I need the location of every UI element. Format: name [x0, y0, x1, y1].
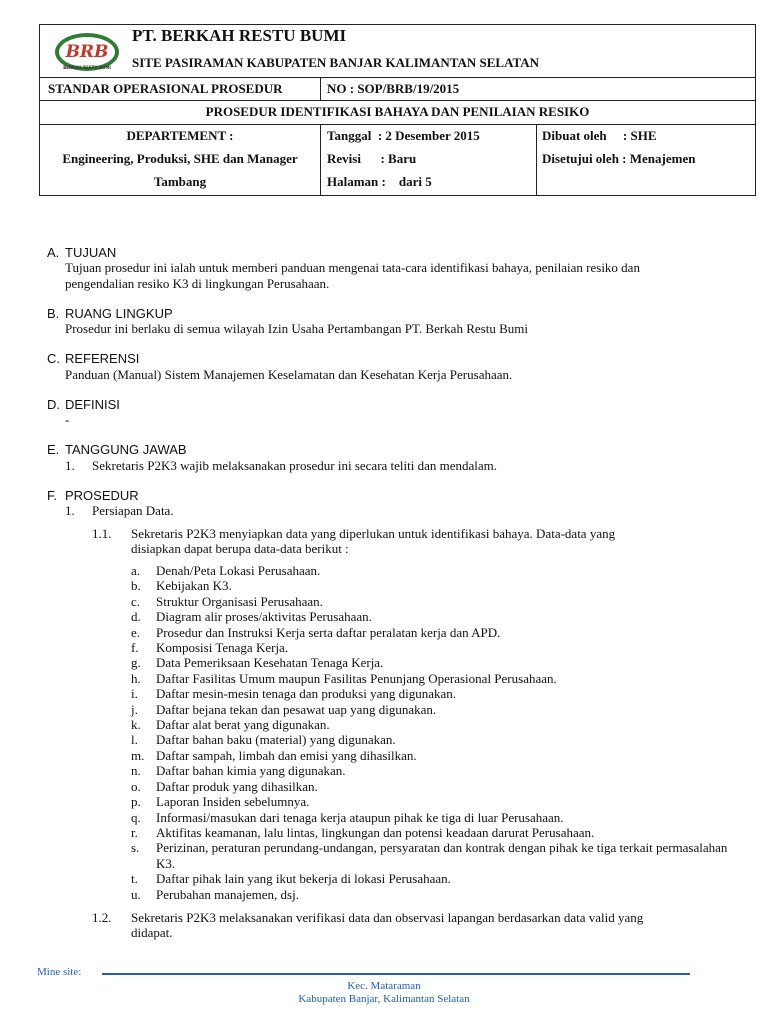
- list-item-letter: p.: [131, 794, 141, 810]
- list-item-text: Daftar produk yang dihasilkan.: [156, 778, 318, 794]
- data-list-item: [131, 840, 731, 871]
- data-list-item: [131, 563, 731, 578]
- section-referensi-text: Panduan (Manual) Sistem Manajemen Keselamatan dan Kesehatan Kerja Perusahaan.: [65, 367, 513, 382]
- list-item-letter: q.: [131, 809, 141, 825]
- footer-address-line2: Kabupaten Banjar, Kalimantan Selatan: [298, 993, 470, 1005]
- required-data-list: [131, 563, 731, 902]
- list-item-text: Kebijakan K3.: [156, 578, 232, 594]
- substep-text-line1: Sekretaris P2K3 melaksanakan verifikasi data dan observasi lapangan berdasarkan data valid yang: [131, 910, 644, 925]
- data-list-item: [131, 871, 731, 886]
- list-item-letter: c.: [131, 593, 141, 609]
- header-row-meta: [40, 125, 755, 196]
- step-title: Persiapan Data.: [92, 503, 174, 518]
- section-tujuan-line2: pengendalian resiko K3 di lingkungan Perusahaan.: [65, 276, 330, 291]
- substep-number: 1.2.: [92, 910, 112, 925]
- section-title: TUJUAN: [65, 245, 117, 260]
- section-letter: C.: [47, 351, 60, 366]
- list-item-text: Data Pemeriksaan Kesehatan Tenaga Kerja.: [156, 655, 384, 671]
- data-list-item: [131, 578, 731, 593]
- section-title: PROSEDUR: [65, 488, 139, 503]
- department-line1: Engineering, Produksi, SHE dan Manager: [62, 151, 298, 166]
- footer-divider: [102, 973, 690, 975]
- list-number: 1.: [65, 458, 75, 473]
- list-item-letter: t.: [131, 871, 138, 887]
- list-item-letter: o.: [131, 778, 141, 794]
- logo-text: BRB: [65, 42, 109, 62]
- list-item-letter: f.: [131, 640, 139, 656]
- department-line2: Tambang: [153, 174, 207, 189]
- header-row-company: [40, 25, 755, 78]
- halaman-field: Halaman : dari 5: [327, 174, 432, 189]
- data-list-item: [131, 625, 731, 640]
- list-item-letter: s.: [131, 840, 140, 856]
- section-ruang-lingkup-text: Prosedur ini berlaku di semua wilayah Izin Usaha Pertambangan PT. Berkah Restu Bumi: [65, 321, 528, 336]
- list-item-text: Daftar pihak lain yang ikut bekerja di lokasi Perusahaan.: [156, 871, 451, 887]
- data-list-item: [131, 763, 731, 778]
- header-row-sop: [40, 78, 755, 101]
- list-item-letter: k.: [131, 717, 141, 733]
- list-item-letter: d.: [131, 609, 141, 625]
- list-item-text: Daftar bahan baku (material) yang digunakan.: [156, 732, 396, 748]
- section-letter: D.: [47, 397, 60, 412]
- list-item-text: Informasi/masukan dari tenaga kerja ataupun pihak ke tiga di luar Perusahaan.: [156, 809, 564, 825]
- substep-text-line1: Sekretaris P2K3 menyiapkan data yang diperlukan untuk identifikasi bahaya. Data-data yang: [131, 526, 616, 541]
- data-list-item: [131, 825, 731, 840]
- list-item-text: Aktifitas keamanan, lalu lintas, lingkungan dan potensi keadaan darurat Perusahaan.: [156, 824, 595, 840]
- section-letter: E.: [47, 442, 60, 457]
- data-list-item: [131, 640, 731, 655]
- sop-label: STANDAR OPERASIONAL PROSEDUR: [48, 81, 283, 96]
- site-name: SITE PASIRAMAN KABUPATEN BANJAR KALIMANTAN SELATAN: [132, 55, 540, 70]
- list-item-text: Laporan Insiden sebelumnya.: [156, 794, 310, 810]
- data-list-item: [131, 779, 731, 794]
- tanggal-field: Tanggal : 2 Desember 2015: [327, 128, 480, 143]
- list-item-letter: j.: [131, 701, 138, 717]
- data-list-item: [131, 732, 731, 747]
- list-item-text: Daftar alat berat yang digunakan.: [156, 717, 330, 733]
- data-list-item: [131, 702, 731, 717]
- list-item-text: Denah/Peta Lokasi Perusahaan.: [156, 563, 321, 578]
- section-title: REFERENSI: [65, 351, 140, 366]
- section-tujuan-line1: Tujuan prosedur ini ialah untuk memberi panduan mengenai tata-cara identifikasi bahaya, penilaian resiko dan: [65, 260, 640, 275]
- list-item-letter: g.: [131, 655, 141, 671]
- section-letter: F.: [47, 488, 58, 503]
- step-number: 1.: [65, 503, 75, 518]
- list-item-letter: u.: [131, 886, 141, 902]
- list-item-text: Daftar sampah, limbah dan emisi yang dihasilkan.: [156, 747, 417, 763]
- list-item-text: Diagram alir proses/aktivitas Perusahaan.: [156, 609, 372, 625]
- list-item-text: Struktur Organisasi Perusahaan.: [156, 593, 323, 609]
- list-item-text: Daftar mesin-mesin tenaga dan produksi yang digunakan.: [156, 686, 456, 702]
- department-label: DEPARTEMENT :: [126, 128, 234, 143]
- data-list-item: [131, 609, 731, 624]
- document-header-table: [39, 24, 756, 196]
- data-list-item: [131, 717, 731, 732]
- list-item-letter: m.: [131, 747, 145, 763]
- list-item-letter: e.: [131, 624, 141, 640]
- section-definisi-text: -: [65, 412, 70, 427]
- data-list-item: [131, 794, 731, 809]
- data-list-item: [131, 655, 731, 670]
- section-title: RUANG LINGKUP: [65, 306, 173, 321]
- list-item-letter: l.: [131, 732, 138, 748]
- section-letter: A.: [47, 245, 60, 260]
- list-item-letter: i.: [131, 686, 138, 702]
- data-list-item: [131, 671, 731, 686]
- list-item-text: Daftar bejana tekan dan pesawat uap yang digunakan.: [156, 701, 437, 717]
- list-item-letter: h.: [131, 670, 141, 686]
- list-item-text: Perubahan manajemen, dsj.: [156, 886, 299, 902]
- section-title: TANGGUNG JAWAB: [65, 442, 187, 457]
- list-item-text: Perizinan, peraturan perundang-undangan, persyaratan dan kontrak dengan pihak ke tiga terkait permasalahan K3.: [156, 840, 728, 871]
- list-item-text: Prosedur dan Instruksi Kerja serta daftar peralatan kerja dan APD.: [156, 624, 501, 640]
- data-list-item: [131, 748, 731, 763]
- substep-text-line2: didapat.: [131, 925, 173, 940]
- list-item-text: Komposisi Tenaga Kerja.: [156, 640, 289, 656]
- disetujui-field: Disetujui oleh : Menajemen: [542, 151, 696, 166]
- section-title: DEFINISI: [65, 397, 120, 412]
- data-list-item: [131, 887, 731, 902]
- list-item-letter: n.: [131, 763, 141, 779]
- dibuat-field: Dibuat oleh : SHE: [542, 128, 657, 143]
- footer-mine-site-label: Mine site:: [37, 966, 82, 978]
- data-list-item: [131, 594, 731, 609]
- substep-number: 1.1.: [92, 526, 112, 541]
- footer-address-line1: Kec. Mataraman: [347, 980, 421, 992]
- list-item-letter: a.: [131, 563, 141, 578]
- data-list-item: [131, 686, 731, 701]
- list-item-letter: r.: [131, 824, 138, 840]
- list-item-letter: b.: [131, 578, 141, 594]
- section-tanggung-jawab-text: Sekretaris P2K3 wajib melaksanakan prosedur ini secara teliti dan mendalam.: [92, 458, 498, 473]
- substep-text-line2: disiapkan dapat berupa data-data berikut :: [131, 541, 349, 556]
- section-letter: B.: [47, 306, 60, 321]
- list-item-text: Daftar Fasilitas Umum maupun Fasilitas Penunjang Operasional Perusahaan.: [156, 670, 557, 686]
- sop-number: NO : SOP/BRB/19/2015: [327, 81, 460, 96]
- company-logo: [52, 31, 122, 73]
- header-row-title: [40, 101, 755, 125]
- list-item-text: Daftar bahan kimia yang digunakan.: [156, 763, 346, 779]
- company-name: PT. BERKAH RESTU BUMI: [132, 26, 347, 45]
- document-title: PROSEDUR IDENTIFIKASI BAHAYA DAN PENILAIAN RESIKO: [205, 104, 590, 119]
- logo-subtext: BERKAH RESTU BUMI: [63, 65, 111, 70]
- data-list-item: [131, 810, 731, 825]
- revisi-field: Revisi : Baru: [327, 151, 417, 166]
